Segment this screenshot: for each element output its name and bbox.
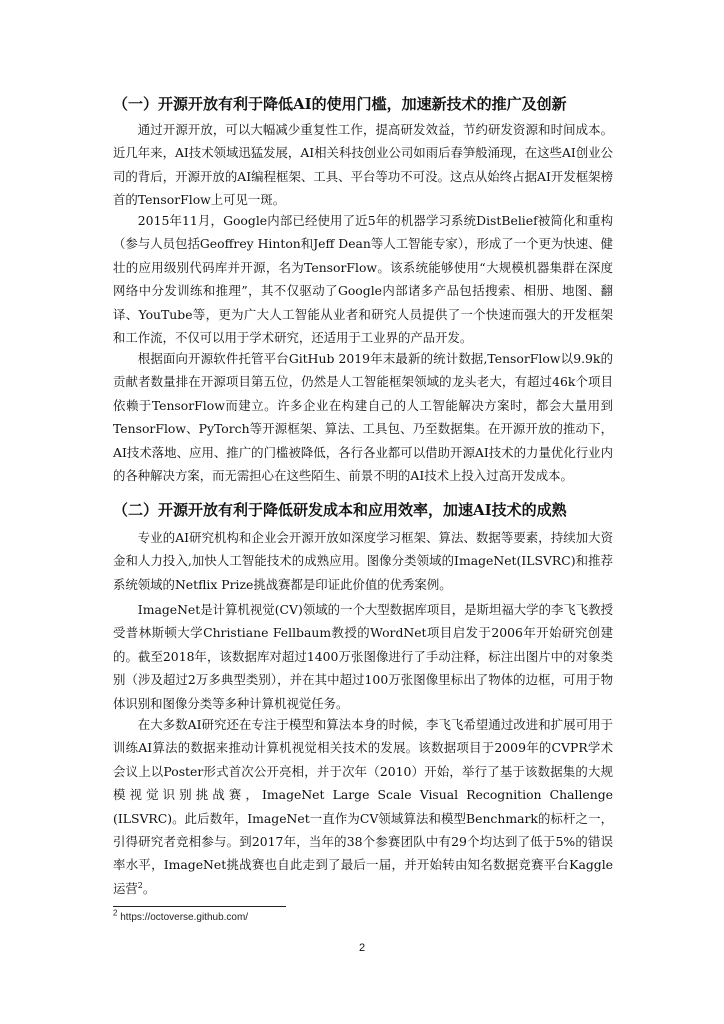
footnote-divider (113, 906, 286, 907)
footnote-mark: 2 (113, 908, 118, 918)
paragraph-2-1: 专业的AI研究机构和企业会开源开放如深度学习框架、算法、数据等要素，持续加大资金和人力投入,加快人工智能技术的成熟应用。图像分类领域的ImageNet(ILSVRC)和推荐系统领域的Netflix Prize挑战赛都是印证此价值的优秀案例。 (113, 530, 613, 592)
paragraph-2-3 (113, 713, 613, 900)
paragraph-2-3-text: 在大多数AI研究还在专注于模型和算法本身的时候，李飞飞希望通过改进和扩展可用于训练AI算法的数据来推动计算机视觉相关技术的发展。该数据项目于2009年的CVPR学术会议上以Poster形式首次公开亮相，并于次年（2010）开始，举行了基于该数据集的大规模视觉识别挑战赛，ImageNet Large Scale Visual Recognition Challenge (ILSVRC)。此后数年，ImageNet一直作为CV领域算法和模型Benchmark的标杆之一，引得研究者竞相参与。到2017年，当年的38个参赛团队中有29个均达到了低于5%的错误率水平，ImageNet挑战赛也自此走到了最后一届，并开始转由知名数据竞赛平台Kaggle运营 (113, 717, 613, 896)
paragraph-1-1: 通过开源开放，可以大幅减少重复性工作，提高研发效益，节约研发资源和时间成本。近几年来，AI技术领域迅猛发展，AI相关科技创业公司如雨后春笋般涌现，在这些AI创业公司的背后，开源开放的AI编程框架、工具、平台等功不可没。这点从始终占据AI开发框架榜首的TensorFlow上可见一斑。 (113, 122, 613, 208)
footnote-ref: 2 (137, 880, 143, 890)
section-heading-1: （一）开源开放有利于降低AI的使用门槛，加速新技术的推广及创新 (113, 95, 567, 113)
paragraph-1-3: 根据面向开源软件托管平台GitHub 2019年末最新的统计数据,TensorFlow以9.9k的贡献者数量排在开源项目第五位，仍然是人工智能框架领域的龙头老大，有超过46k个项目依赖于TensorFlow而建立。许多企业在构建自己的人工智能解决方案时，都会大量用到TensorFlow、PyTorch等开源框架、算法、工具包、乃至数据集。在开源开放的推动下，AI技术落地、应用、推广的门槛被降低，各行各业都可以借助开源AI技术的力量优化行业内的各种解决方案，而无需担心在这些陌生、前景不明的AI技术上投入过高开发成本。 (113, 351, 613, 484)
paragraph-2-3-end: 。 (142, 880, 156, 896)
footnote (113, 908, 249, 923)
paragraph-2-2: ImageNet是计算机视觉(CV)领域的一个大型数据库项目，是斯坦福大学的李飞飞教授受普林斯顿大学Christiane Fellbaum教授的WordNet项目启发于2006年开始研究创建的。截至2018年，该数据库对超过1400万张图像进行了手动注释，标注出图片中的对象类别（涉及超过2万多典型类别），并在其中超过100万张图像里标出了物体的边框，可用于物体识别和图像分类等多种计算机视觉任务。 (113, 602, 613, 711)
paragraph-1-2: 2015年11月，Google内部已经使用了近5年的机器学习系统DistBelief被简化和重构（参与人员包括Geoffrey Hinton和Jeff Dean等人工智能专家），形成了一个更为快速、健壮的应用级别代码库并开源，名为TensorFlow。该系统能够使用“大规模机器集群在深度网络中分发训练和推理”，其不仅驱动了Google内部诸多产品包括搜索、相册、地图、翻译、YouTube等，更为广大人工智能从业者和研究人员提供了一个快速而强大的开发框架和工作流，不仅可以用于学术研究，还适用于工业界的产品开发。 (113, 213, 613, 346)
page-number: 2 (358, 942, 366, 954)
section-heading-2: （二）开源开放有利于降低研发成本和应用效率，加速AI技术的成熟 (113, 501, 567, 519)
footnote-link[interactable]: https://octoverse.github.com/ (120, 912, 249, 923)
